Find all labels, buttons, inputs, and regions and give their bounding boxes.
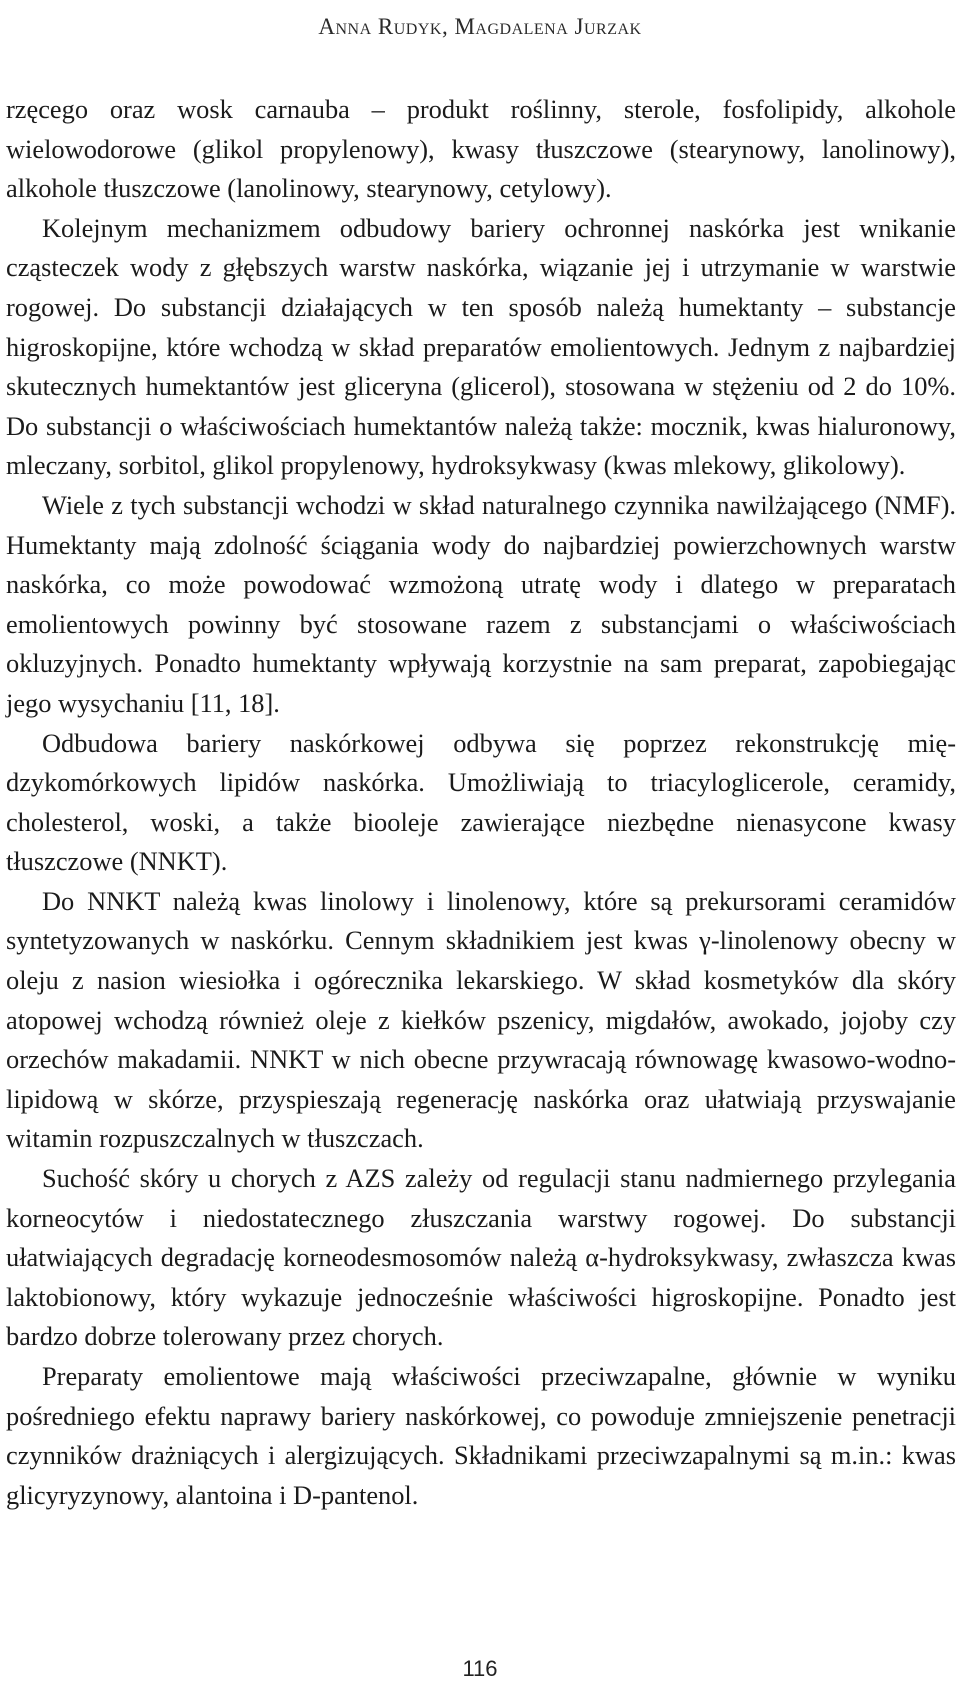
page-number: 116 bbox=[462, 1656, 498, 1681]
paragraph: Suchość skóry u chorych z AZS zależy od regulacji stanu nadmiernego przylegania korneocytów i niedostatecznego złuszczania warstwy rogowej. Do substancji ułatwiających degradację korneodesmosomów należą α-hydroksykwasy, zwłaszcza kwas laktobionowy, który wykazuje jednocześnie właściwości higroskopijne. Ponadto jest bardzo dobrze tolerowany przez chorych. bbox=[6, 1163, 956, 1352]
paragraph: Preparaty emolientowe mają właściwości przeciwzapalne, głównie w wyniku pośredniego efektu naprawy bariery naskórkowej, co powoduje zmniejszenie penetracji czynników drażniących i alergizujących. Składnikami przeciwzapalnymi są m.in.: kwas glicyryzynowy, alantoina i D-pantenol. bbox=[6, 1361, 956, 1510]
paragraph: Odbudowa bariery naskórkowej odbywa się poprzez rekonstrukcję międzykomórkowych lipidów naskórka. Umożliwiają to triacyloglicerole, ceramidy, cholesterol, woski, a także biooleje zawierające niezbędne nienasycone kwasy tłuszczowe (NNKT). bbox=[6, 727, 956, 877]
paragraph: Do NNKT należą kwas linolowy i linolenowy, które są prekursorami ceramidów syntetyzowanych w naskórku. Cennym składnikiem jest kwas γ-linolenowy obecny w oleju z nasion wiesiołka i ogórecznika lekarskiego. W skład kosmetyków dla skóry atopowej wchodzą również oleje z kiełków pszenicy, migdałów, awokado, jojoby czy orzechów makadamii. NNKT w nich obecne przywracają równowagę kwasowo-wodno-lipidową w skórze, przyspieszają regenerację naskórka oraz ułatwiają przyswajanie witamin rozpuszczalnych w tłuszczach. bbox=[6, 885, 956, 1154]
paragraph: rzęcego oraz wosk carnauba – produkt roślinny, sterole, fosfolipidy, alkohole wielowodorowe (glikol propylenowy), kwasy tłuszczowe (stearynowy, lanolinowy), alkohole tłuszczowe (lanolinowy, stearynowy, cetylowy). bbox=[6, 94, 956, 204]
body-text bbox=[6, 90, 956, 1515]
running-header: Anna Rudyk, Magdalena Jurzak bbox=[318, 14, 642, 39]
paragraph: Wiele z tych substancji wchodzi w skład naturalnego czynnika nawilżającego (NMF). Humektanty mają zdolność ściągania wody do najbardziej powierzchownych warstw naskórka, co może powodować wzmożoną utratę wody i dlatego w preparatach emolientowych powinny być stosowane razem z substancjami o właściwościach okluzyjnych. Ponadto humektanty wpływają korzystnie na sam preparat, zapobiegając jego wysychaniu [11, 18]. bbox=[6, 489, 956, 718]
paragraph: Kolejnym mechanizmem odbudowy bariery ochronnej naskórka jest wnikanie cząsteczek wody z głębszych warstw naskórka, wiązanie jej i utrzymanie w warstwie rogowej. Do substancji działających w ten sposób należą humektanty – substancje higroskopijne, które wchodzą w skład preparatów emolientowych. Jednym z najbardziej skutecznych humektantów jest gliceryna (glicerol), stosowana w stężeniu od 2 do 10%. Do substancji o właściwościach humektantów należą także: mocznik, kwas hialuronowy, mleczany, sorbitol, glikol propylenowy, hydroksykwasy (kwas mlekowy, glikolowy). bbox=[6, 212, 956, 481]
